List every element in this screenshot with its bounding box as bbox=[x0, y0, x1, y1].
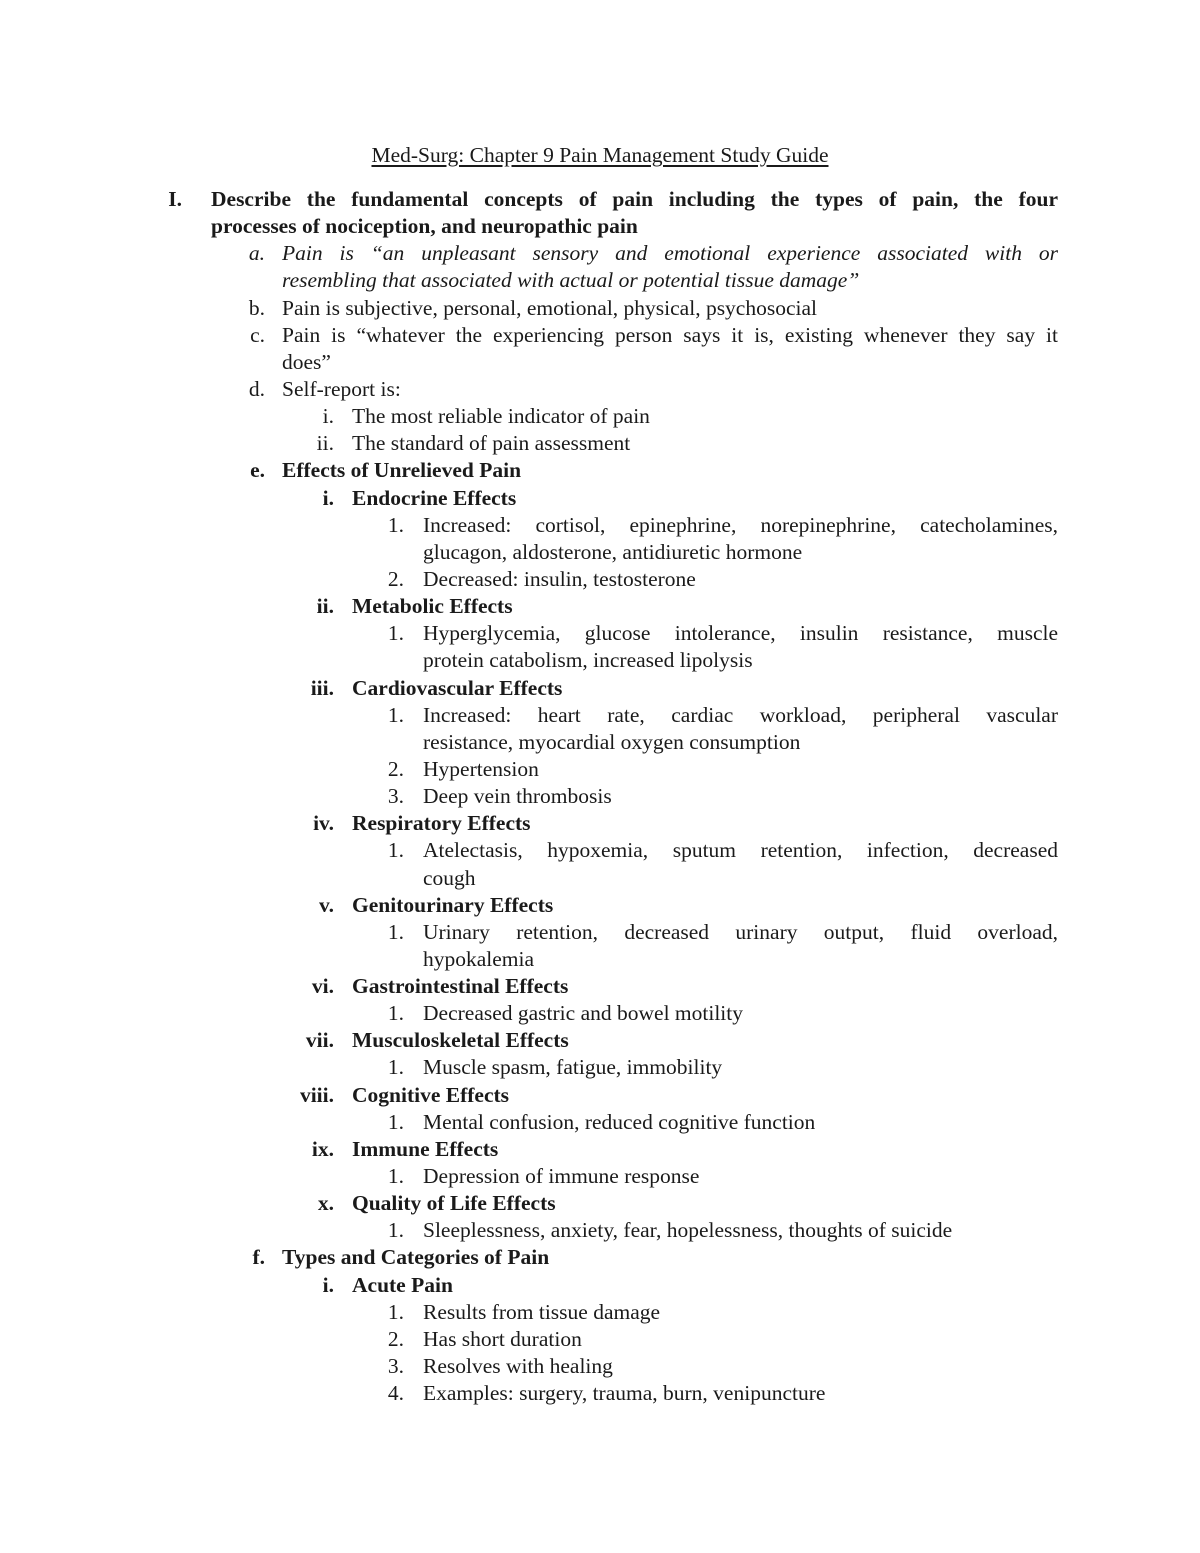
line-text: Atelectasis, hypoxemia, sputum retention, infection, decreased bbox=[423, 838, 1058, 863]
line-text: Pain is “an unpleasant sensory and emotional experience associated with or bbox=[282, 241, 1058, 266]
list-marker: 1. bbox=[387, 702, 404, 727]
list-marker: b. bbox=[248, 295, 265, 320]
list-marker: d. bbox=[248, 376, 265, 401]
line-text: Has short duration bbox=[423, 1326, 582, 1351]
line-text: Cardiovascular Effects bbox=[352, 675, 563, 700]
line-text: The standard of pain assessment bbox=[352, 431, 631, 456]
list-marker: 2. bbox=[387, 756, 404, 781]
list-marker: 1. bbox=[387, 919, 404, 944]
list-marker: i. bbox=[322, 1272, 334, 1297]
line-text: Immune Effects bbox=[352, 1136, 499, 1161]
list-marker: i. bbox=[322, 404, 334, 429]
line-text: Cognitive Effects bbox=[352, 1082, 510, 1107]
line-text: The most reliable indicator of pain bbox=[352, 404, 650, 429]
line-text: Hyperglycemia, glucose intolerance, insulin resistance, muscle bbox=[423, 621, 1058, 646]
line-text: Resolves with healing bbox=[423, 1354, 613, 1379]
list-marker: iv. bbox=[313, 811, 334, 836]
list-marker: I. bbox=[168, 187, 182, 211]
line-text: Pain is subjective, personal, emotional, physical, psychosocial bbox=[282, 295, 818, 320]
line-text: Muscle spasm, fatigue, immobility bbox=[423, 1055, 723, 1080]
list-marker: c. bbox=[250, 322, 265, 347]
list-marker: ii. bbox=[316, 431, 334, 456]
list-marker: i. bbox=[322, 485, 334, 510]
line-text: hypokalemia bbox=[423, 946, 535, 971]
list-marker: viii. bbox=[299, 1082, 334, 1107]
list-marker: 2. bbox=[387, 1326, 404, 1351]
list-marker: f. bbox=[252, 1245, 265, 1270]
list-marker: a. bbox=[248, 241, 265, 266]
line-text: Examples: surgery, trauma, burn, venipuncture bbox=[423, 1381, 826, 1406]
list-marker: 1. bbox=[387, 838, 404, 863]
line-text: Decreased gastric and bowel motility bbox=[423, 1001, 744, 1026]
list-marker: 1. bbox=[387, 1001, 404, 1026]
line-text: Increased: cortisol, epinephrine, norepinephrine, catecholamines, bbox=[423, 512, 1058, 537]
line-text: Describe the fundamental concepts of pain including the types of pain, the four bbox=[211, 187, 1058, 211]
list-marker: iii. bbox=[310, 675, 334, 700]
line-text: Depression of immune response bbox=[423, 1164, 700, 1189]
list-marker: 1. bbox=[387, 1055, 404, 1080]
list-marker: 1. bbox=[387, 512, 404, 537]
line-text: Metabolic Effects bbox=[352, 594, 513, 619]
list-marker: 3. bbox=[387, 1354, 404, 1379]
list-marker: 1. bbox=[387, 1299, 404, 1324]
line-text: protein catabolism, increased lipolysis bbox=[423, 648, 753, 673]
line-text: cough bbox=[423, 865, 476, 890]
line-text: Mental confusion, reduced cognitive function bbox=[423, 1109, 816, 1134]
line-text: processes of nociception, and neuropathic pain bbox=[211, 214, 638, 239]
line-text: Self-report is: bbox=[282, 376, 401, 401]
line-text: glucagon, aldosterone, antidiuretic hormone bbox=[423, 539, 803, 564]
line-text: Hypertension bbox=[423, 756, 539, 781]
line-text: Genitourinary Effects bbox=[352, 892, 554, 917]
list-marker: x. bbox=[317, 1191, 334, 1216]
list-marker: vi. bbox=[311, 974, 334, 999]
line-text: Types and Categories of Pain bbox=[282, 1245, 550, 1270]
list-marker: ii. bbox=[316, 594, 334, 619]
line-text: Respiratory Effects bbox=[352, 811, 531, 836]
line-text: Gastrointestinal Effects bbox=[352, 974, 569, 999]
line-text: Decreased: insulin, testosterone bbox=[423, 566, 696, 591]
line-text: Results from tissue damage bbox=[423, 1299, 661, 1324]
list-marker: 4. bbox=[387, 1381, 404, 1406]
line-text: Increased: heart rate, cardiac workload, peripheral vascular bbox=[423, 702, 1058, 727]
line-text: resistance, myocardial oxygen consumption bbox=[423, 729, 801, 754]
line-text: resembling that associated with actual or potential tissue damage” bbox=[282, 268, 860, 293]
line-text: Sleeplessness, anxiety, fear, hopelessness, thoughts of suicide bbox=[423, 1218, 953, 1243]
list-marker: 1. bbox=[387, 1164, 404, 1189]
list-marker: vii. bbox=[305, 1028, 334, 1053]
list-marker: 1. bbox=[387, 1109, 404, 1134]
line-text: Pain is “whatever the experiencing person says it is, existing whenever they say it bbox=[282, 322, 1058, 347]
line-text: does” bbox=[282, 349, 331, 374]
list-marker: 3. bbox=[387, 784, 404, 809]
line-text: Quality of Life Effects bbox=[352, 1191, 556, 1216]
line-text: Urinary retention, decreased urinary output, fluid overload, bbox=[423, 919, 1058, 944]
line-text: Deep vein thrombosis bbox=[423, 784, 612, 809]
line-text: Musculoskeletal Effects bbox=[352, 1028, 569, 1053]
line-text: Acute Pain bbox=[352, 1272, 453, 1297]
line-text: Effects of Unrelieved Pain bbox=[282, 458, 522, 483]
list-marker: 1. bbox=[387, 621, 404, 646]
list-marker: v. bbox=[319, 892, 334, 917]
list-marker: 1. bbox=[387, 1218, 404, 1243]
list-marker: ix. bbox=[311, 1136, 334, 1161]
list-marker: e. bbox=[250, 458, 265, 483]
line-text: Endocrine Effects bbox=[352, 485, 517, 510]
list-marker: 2. bbox=[387, 566, 404, 591]
page-title: Med-Surg: Chapter 9 Pain Management Study Guide bbox=[371, 143, 829, 167]
